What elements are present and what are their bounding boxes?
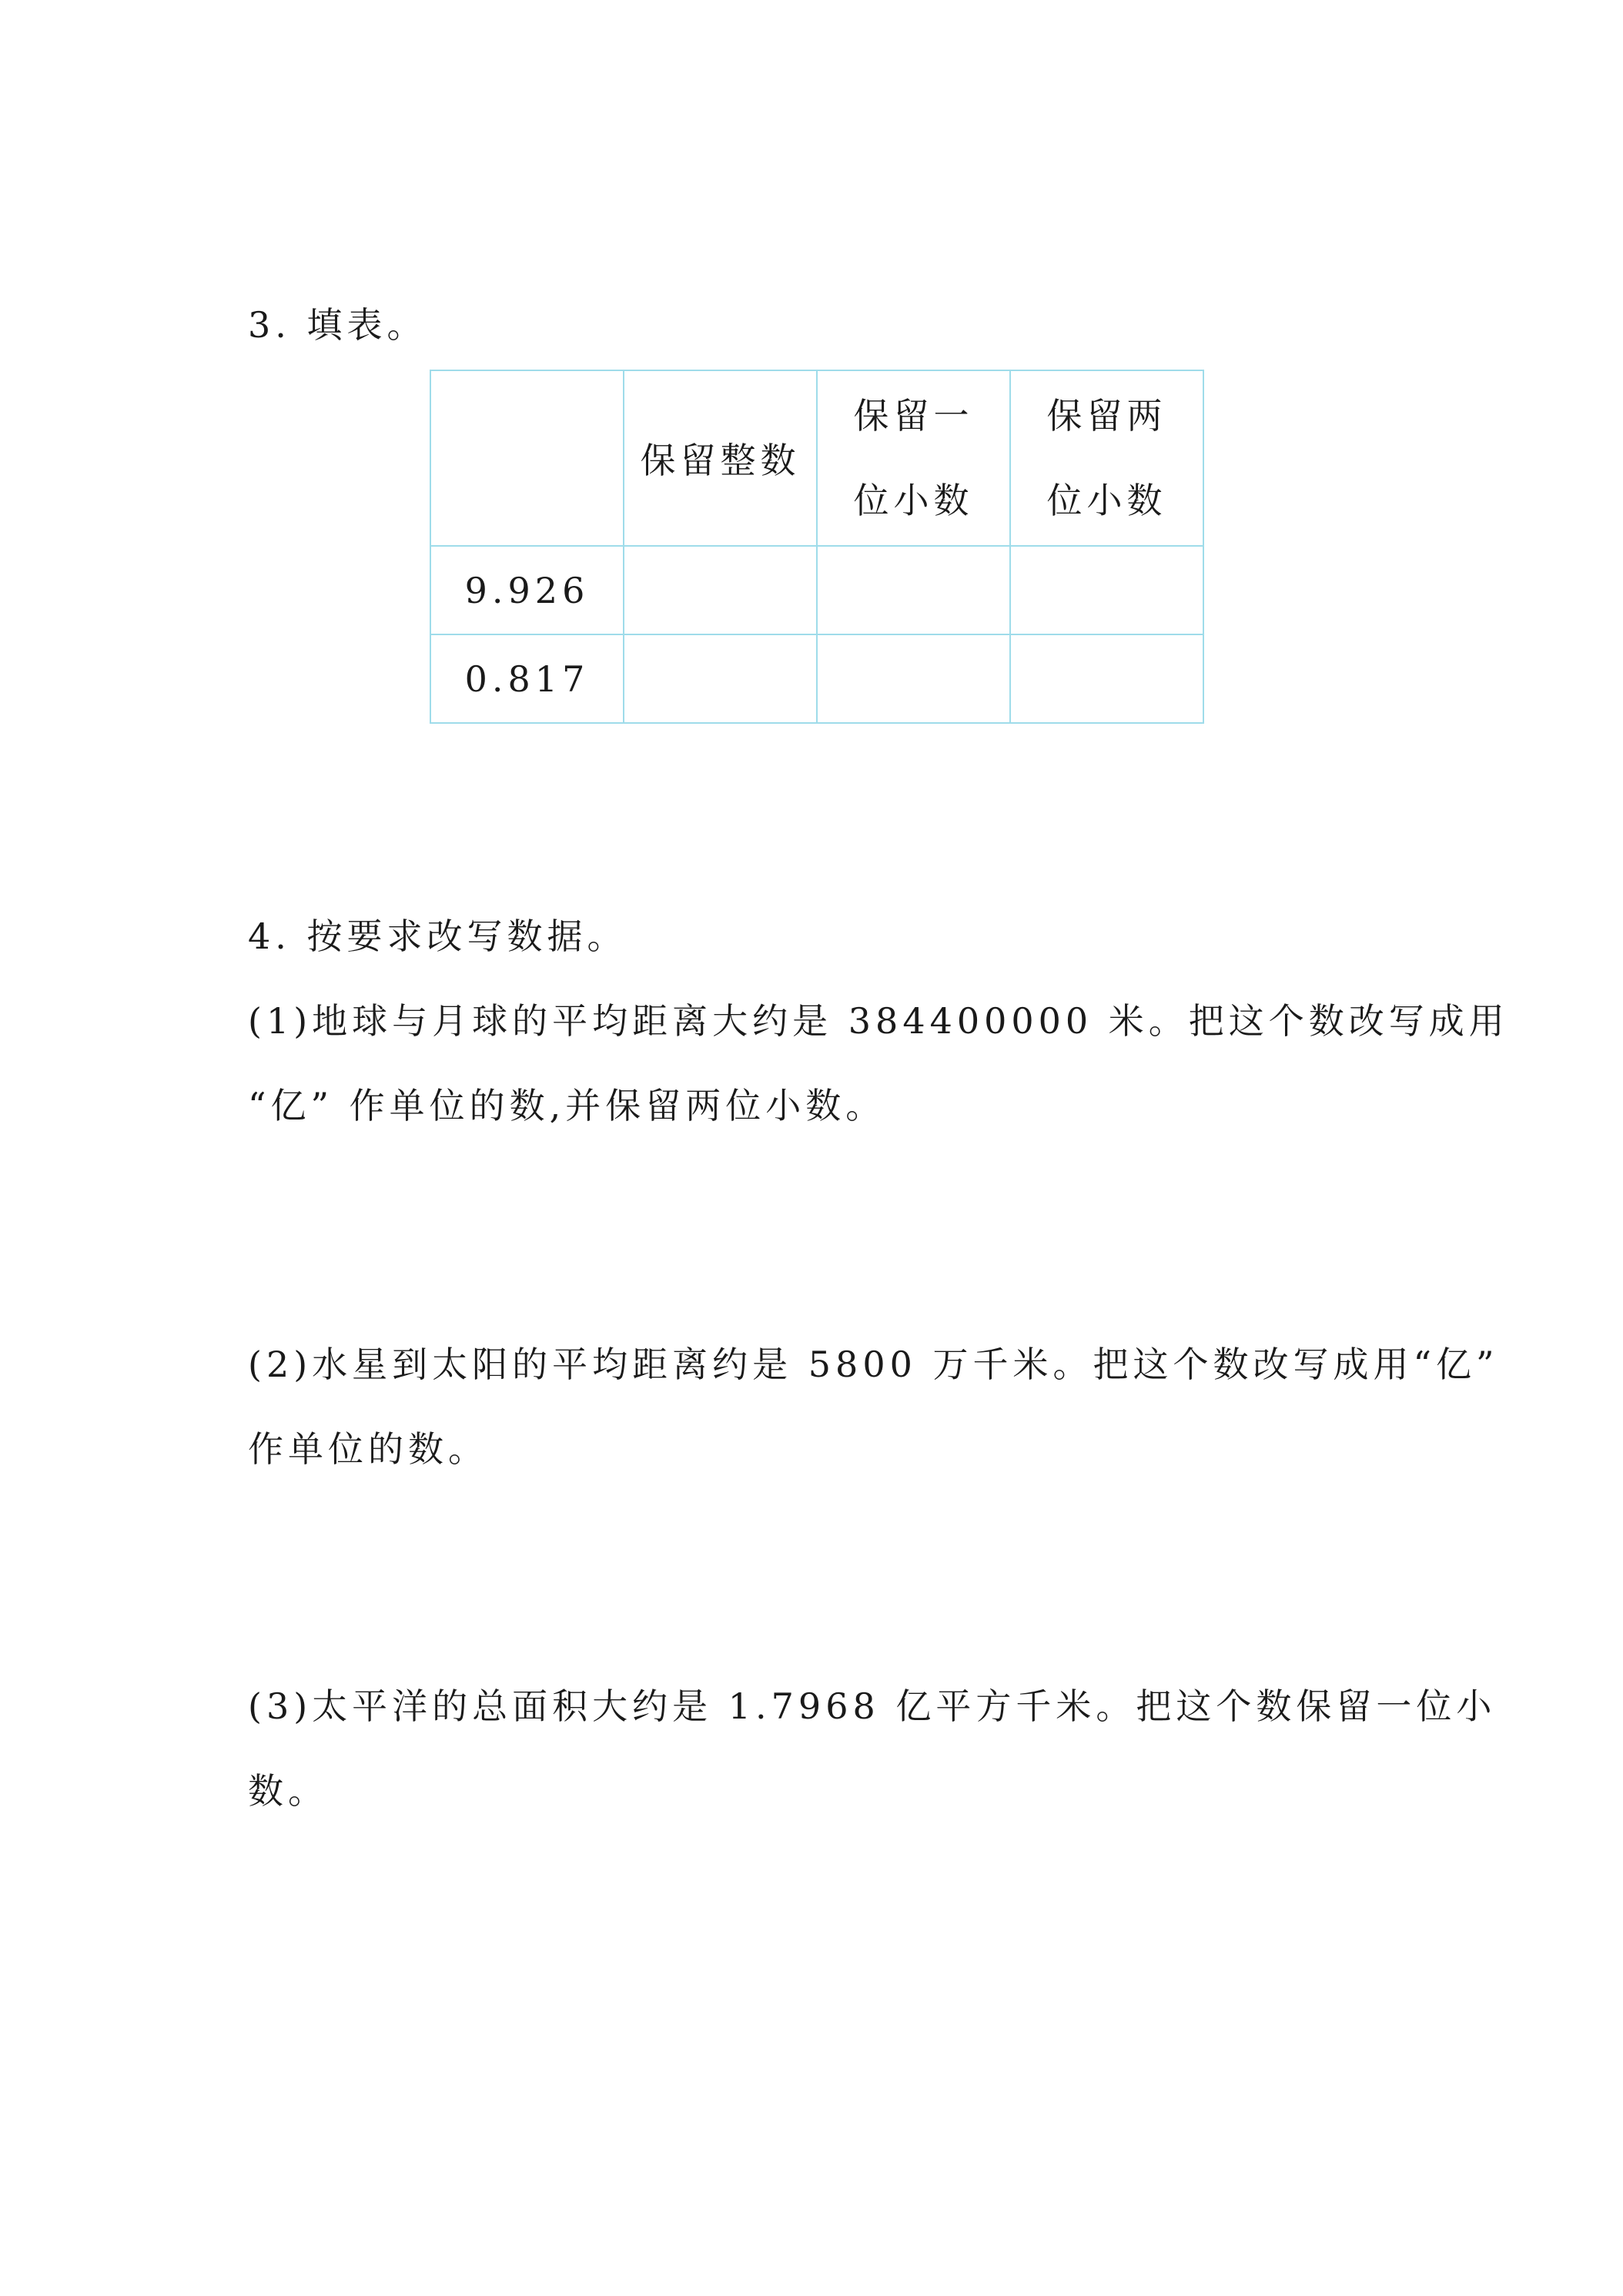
question-4-title: 4. 按要求改写数据。 [248,915,627,957]
question-4-part-1-line-2: “亿” 作单位的数,并保留两位小数。 [248,1085,886,1126]
header-line: 保留两 [1046,395,1167,437]
header-line: 位小数 [853,480,974,521]
row-label: 0.817 [430,634,624,723]
question-4-part-3-line-1: (3)太平洋的总面积大约是 1.7968 亿平方千米。把这个数保留一位小 [248,1685,1497,1727]
answer-cell[interactable] [817,634,1010,723]
header-round-two-decimals [1010,370,1203,546]
answer-cell[interactable] [817,546,1010,634]
table-row [430,634,1203,723]
header-line: 保留一 [853,395,974,437]
question-4-part-1-line-1: (1)地球与月球的平均距离大约是 384400000 米。把这个数改写成用 [248,1000,1509,1042]
question-3-title: 3. 填表。 [248,304,427,346]
rounding-table [430,370,1204,724]
table-header-row [430,370,1203,546]
answer-cell[interactable] [624,546,817,634]
answer-cell[interactable] [1010,634,1203,723]
question-4-part-3-line-2: 数。 [248,1770,328,1812]
question-4-part-2-line-2: 作单位的数。 [248,1428,488,1470]
header-round-integer: 保留整数 [624,370,817,546]
answer-cell[interactable] [1010,546,1203,634]
answer-cell[interactable] [624,634,817,723]
table-corner-cell [430,370,624,546]
row-label: 9.926 [430,546,624,634]
header-line: 位小数 [1046,480,1167,521]
table-row [430,546,1203,634]
question-4-part-2-line-1: (2)水星到太阳的平均距离约是 5800 万千米。把这个数改写成用“亿” [248,1344,1499,1385]
header-round-one-decimal [817,370,1010,546]
